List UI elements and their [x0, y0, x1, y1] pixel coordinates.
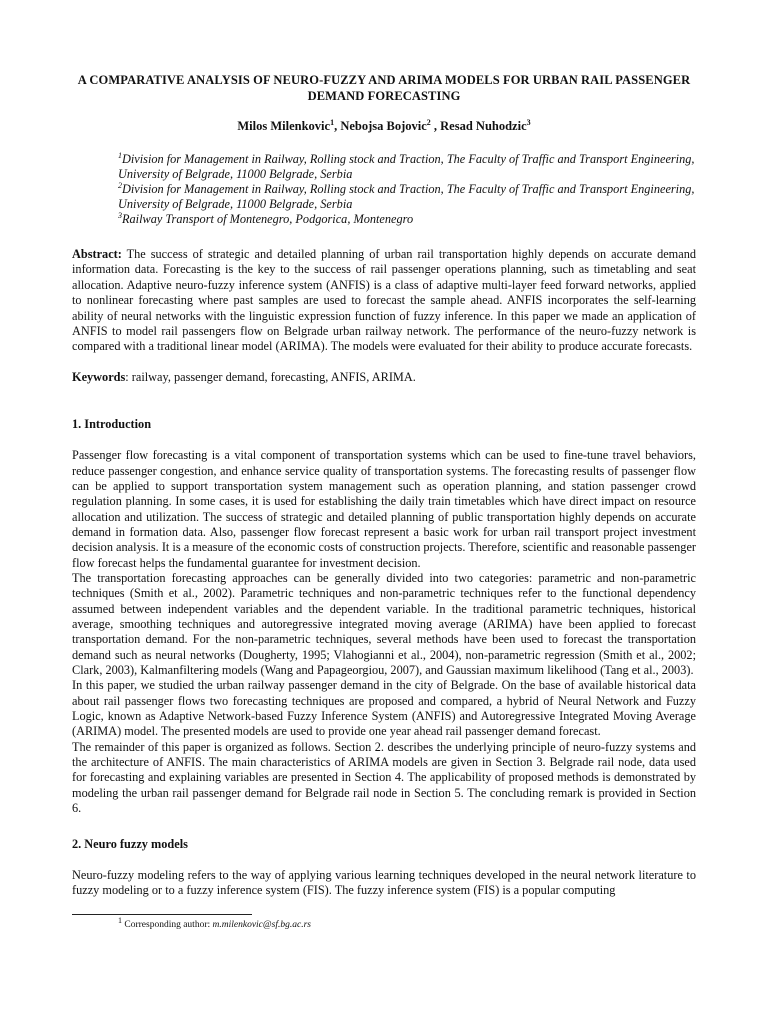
footnote-superscript: 1: [118, 915, 122, 925]
author-superscript: 3: [526, 117, 531, 127]
affiliation-superscript: 3: [118, 210, 122, 220]
affiliation: [118, 182, 696, 212]
affiliation-text: Division for Management in Railway, Rolling stock and Traction, The Faculty of Traffic and Transport Engineering, University of Belgrade, 11000 Belgrade, Serbia: [118, 152, 695, 181]
paragraph: In this paper, we studied the urban railway passenger demand in the city of Belgrade. On the base of available historical data about rail passenger flows two forecasting techniques are proposed and compared, a hybrid of Neural Network and Fuzzy Logic, known as Adaptive Network-based Fuzzy Inference System (ANFIS) and Autoregressive Integrated Moving Average (ARIMA) model. The presented models are used to provide one year ahead rail passenger demand forecast.: [72, 678, 696, 739]
author-list: [72, 118, 696, 134]
keywords: [72, 370, 696, 385]
keywords-text: : railway, passenger demand, forecasting, ANFIS, ARIMA.: [125, 369, 416, 384]
keywords-label: Keywords: [72, 369, 126, 384]
introduction-body: [72, 448, 696, 816]
affiliation-text: Division for Management in Railway, Rolling stock and Traction, The Faculty of Traffic and Transport Engineering, University of Belgrade, 11000 Belgrade, Serbia: [118, 182, 695, 211]
section-heading-neuro-fuzzy: 2. Neuro fuzzy models: [72, 836, 188, 851]
affiliation-text: Railway Transport of Montenegro, Podgorica, Montenegro: [122, 212, 414, 226]
author-separator: ,: [430, 119, 441, 133]
abstract-text: The success of strategic and detailed planning of urban rail transportation highly depends on accurate demand information data. Forecasting is the key to the success of rail passenger operations planning, such as timetabling and seat allocation. Adaptive neuro-fuzzy inference system (ANFIS) is a class of adaptive multi-layer feed forward networks, applied to nonlinear forecasting where past samples are used to forecast the sample ahead. ANFIS incorporates the self-learning ability of neural networks with the linguistic expression function of fuzzy inference. In this paper we made an application of ANFIS to model rail passengers flow on Belgrade urban railway network. The performance of the neuro-fuzzy network is compared with a traditional linear model (ARIMA). The models were evaluated for their ability to produce accurate forecasts.: [72, 247, 696, 354]
paragraph: Neuro-fuzzy modeling refers to the way of applying various learning techniques developed in the neural network literature to fuzzy modeling or to a fuzzy inference system (FIS). The fuzzy inference system (FIS) is a popular computing: [72, 867, 696, 897]
corresponding-email: m.milenkovic@sf.bg.ac.rs: [212, 920, 311, 930]
footnote-text: [72, 915, 752, 931]
paragraph: The transportation forecasting approaches can be generally divided into two categories: parametric and non-parametric techniques (Smith et al., 2002). Parametric techniques and non-parametric techniques refer to the functional dependency assumed between independent variables and the dependent variable. In the traditional parametric techniques, historical average, smoothing techniques and autoregressive integrated moving average (ARIMA) have been applied to forecast transportation demand. For the non-parametric techniques, several methods have been used to forecast the transportation demand such as neural networks (Dougherty, 1995; Vlahogianni et al., 2004), non-parametric regression (Smith et al., 2002; Clark, 2003), Kalmanfiltering models (Wang and Papageorgiou, 2007), and Gaussian maximum likelihood (Tang et al., 2003).: [72, 571, 696, 678]
abstract-label: Abstract:: [72, 247, 122, 261]
footnote-divider: [72, 914, 252, 915]
footnote: [72, 914, 752, 931]
affiliation-superscript: 2: [118, 180, 122, 190]
paper-title: A COMPARATIVE ANALYSIS OF NEURO-FUZZY AND ARIMA MODELS FOR URBAN RAIL PASSENGER DEMAND FORECASTING: [77, 73, 691, 103]
paragraph: The remainder of this paper is organized as follows. Section 2. describes the underlying principle of neuro-fuzzy systems and the architecture of ANFIS. The main characteristics of ARIMA models are given in Section 3. Belgrade rail node, data used for forecasting and explaining variables are presented in Section 4. The applicability of proposed methods is demonstrated by modeling the urban rail passenger demand for Belgrade rail node in Section 5. The concluding remark is provided in Section 6.: [72, 739, 696, 816]
author-superscript: 2: [426, 117, 431, 127]
author-name: Milos Milenkovic: [237, 119, 331, 133]
affiliation: [118, 152, 696, 182]
paragraph: Passenger flow forecasting is a vital component of transportation systems which can be used to fine-tune travel behaviors, reduce passenger congestion, and enhance service quality of transportation systems. The forecasting results of passenger flow can be applied to support transportation system management such as operation planning, and station passenger crowd regulation planning. In some cases, it is used for establishing the daily train timetables which have direct impact on resource allocation and utilization. The success of strategic and detailed planning of public transportation highly depends on accurate demand in formation data. Also, passenger flow forecast represent a basic work for urban rail transport project investment decision analysis. It is a measure of the economic costs of construction projects. Therefore, scientific and reasonable passenger flow forecast helps the fundamental guarantee for investment decision.: [72, 448, 696, 570]
author-superscript: 1: [330, 117, 335, 127]
affiliation-superscript: 1: [118, 150, 122, 160]
neuro-fuzzy-body: [72, 868, 696, 899]
affiliation-list: [118, 152, 696, 227]
affiliation: [118, 212, 696, 227]
author-name: Nebojsa Bojovic: [340, 119, 427, 133]
footnote-label: Corresponding author:: [122, 920, 213, 930]
author-separator: ,: [334, 119, 341, 133]
section-heading-introduction: 1. Introduction: [72, 417, 152, 432]
abstract: [72, 247, 696, 355]
author-name: Resad Nuhodzic: [440, 119, 527, 133]
